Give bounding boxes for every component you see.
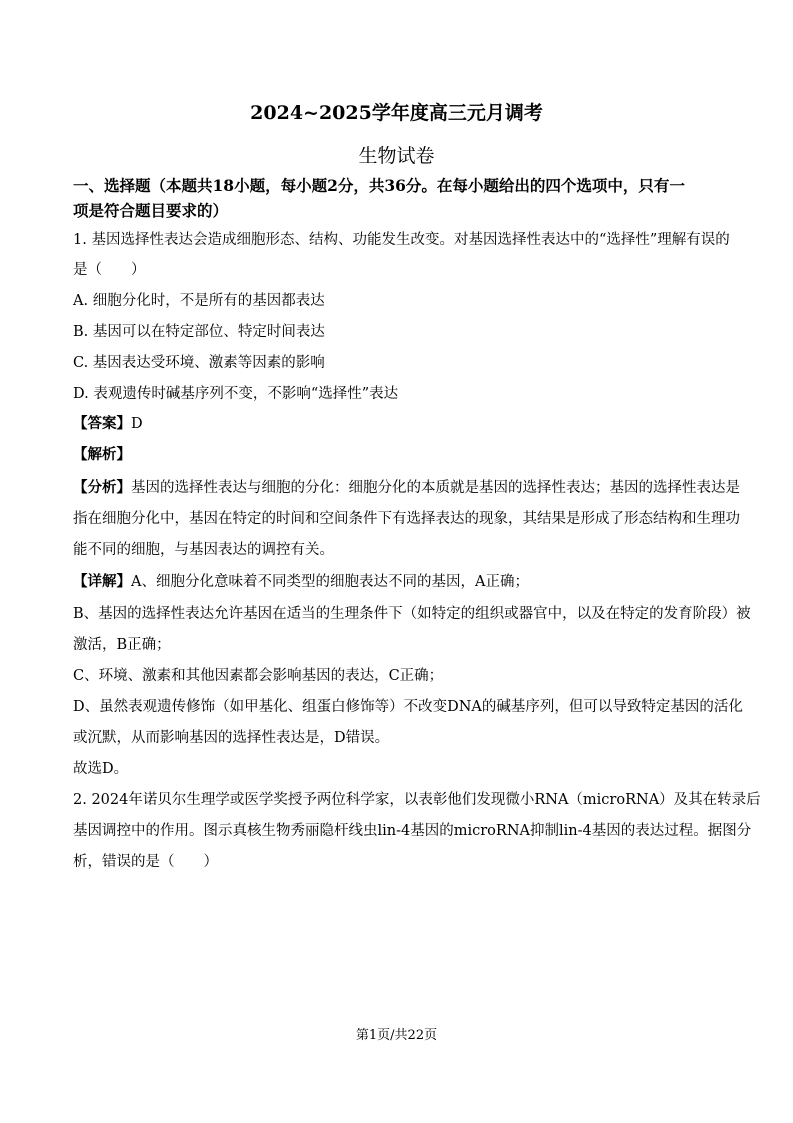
detail-b-line2: 激活，B正确；: [73, 637, 171, 653]
q2-line2: 基因调控中的作用。图示真核生物秀丽隐杆线虫lin-4基因的microRNA抑制lin-4基因的表达过程。据图分: [73, 823, 752, 839]
answer-label: 【答案】: [73, 415, 131, 432]
answer-value: D: [131, 416, 143, 432]
q1-option-b: B. 基因可以在特定部位、特定时间表达: [73, 324, 325, 340]
section-heading-line2: 项是符合题目要求的）: [73, 201, 229, 220]
fenxi-line2: 指在细胞分化中，基因在特定的时间和空间条件下有选择表达的现象，其结果是形成了形态结构和生理功: [73, 511, 740, 527]
detail-d-line1: D、虽然表观遗传修饰（如甲基化、组蛋白修饰等）不改变DNA的碱基序列，但可以导致特定基因的活化: [73, 699, 743, 715]
q1-answer: [73, 414, 733, 434]
exam-subtitle: 生物试卷: [358, 145, 435, 167]
analysis-label: 【解析】: [73, 446, 131, 463]
fenxi-text: 基因的选择性表达与细胞的分化：细胞分化的本质就是基因的选择性表达；基因的选择性表达是: [131, 480, 740, 496]
exam-title: 2024~2025学年度高三元月调考: [250, 102, 543, 124]
conclusion: 故选D。: [73, 761, 129, 777]
detail-b-line1: B、基因的选择性表达允许基因在适当的生理条件下（如特定的组织或器官中，以及在特定的发育阶段）被: [73, 606, 751, 622]
section-heading-line1: 一、选择题（本题共18小题，每小题2分，共36分。在每小题给出的四个选项中，只有一: [73, 176, 685, 195]
page-footer: 第1页/共22页: [355, 1028, 438, 1043]
q1-option-c: C. 基因表达受环境、激素等因素的影响: [73, 355, 325, 371]
xiangjie-line1: [73, 572, 733, 592]
q2-line3: 析，错误的是（ ）: [73, 854, 218, 870]
xiangjie-text: A、细胞分化意味着不同类型的细胞表达不同的基因，A正确；: [131, 574, 529, 590]
fenxi-line1: [73, 478, 740, 498]
q1-option-d: D. 表观遗传时碱基序列不变，不影响“选择性”表达: [73, 386, 399, 402]
q2-line1: 2. 2024年诺贝尔生理学或医学奖授予两位科学家，以表彰他们发现微小RNA（microRNA）及其在转录后: [73, 792, 761, 808]
fenxi-label: 【分析】: [73, 479, 131, 496]
q1-stem-line1: 1. 基因选择性表达会造成细胞形态、结构、功能发生改变。对基因选择性表达中的“选择性”理解有误的: [73, 232, 730, 248]
xiangjie-label: 【详解】: [73, 573, 131, 590]
q1-option-a: A. 细胞分化时，不是所有的基因都表达: [73, 293, 325, 309]
q1-stem-line2: 是（ ）: [73, 262, 146, 278]
detail-c-line: C、环境、激素和其他因素都会影响基因的表达，C正确；: [73, 668, 444, 684]
fenxi-line3: 能不同的细胞，与基因表达的调控有关。: [73, 542, 334, 558]
detail-d-line2: 或沉默，从而影响基因的选择性表达是，D错误。: [73, 730, 390, 746]
